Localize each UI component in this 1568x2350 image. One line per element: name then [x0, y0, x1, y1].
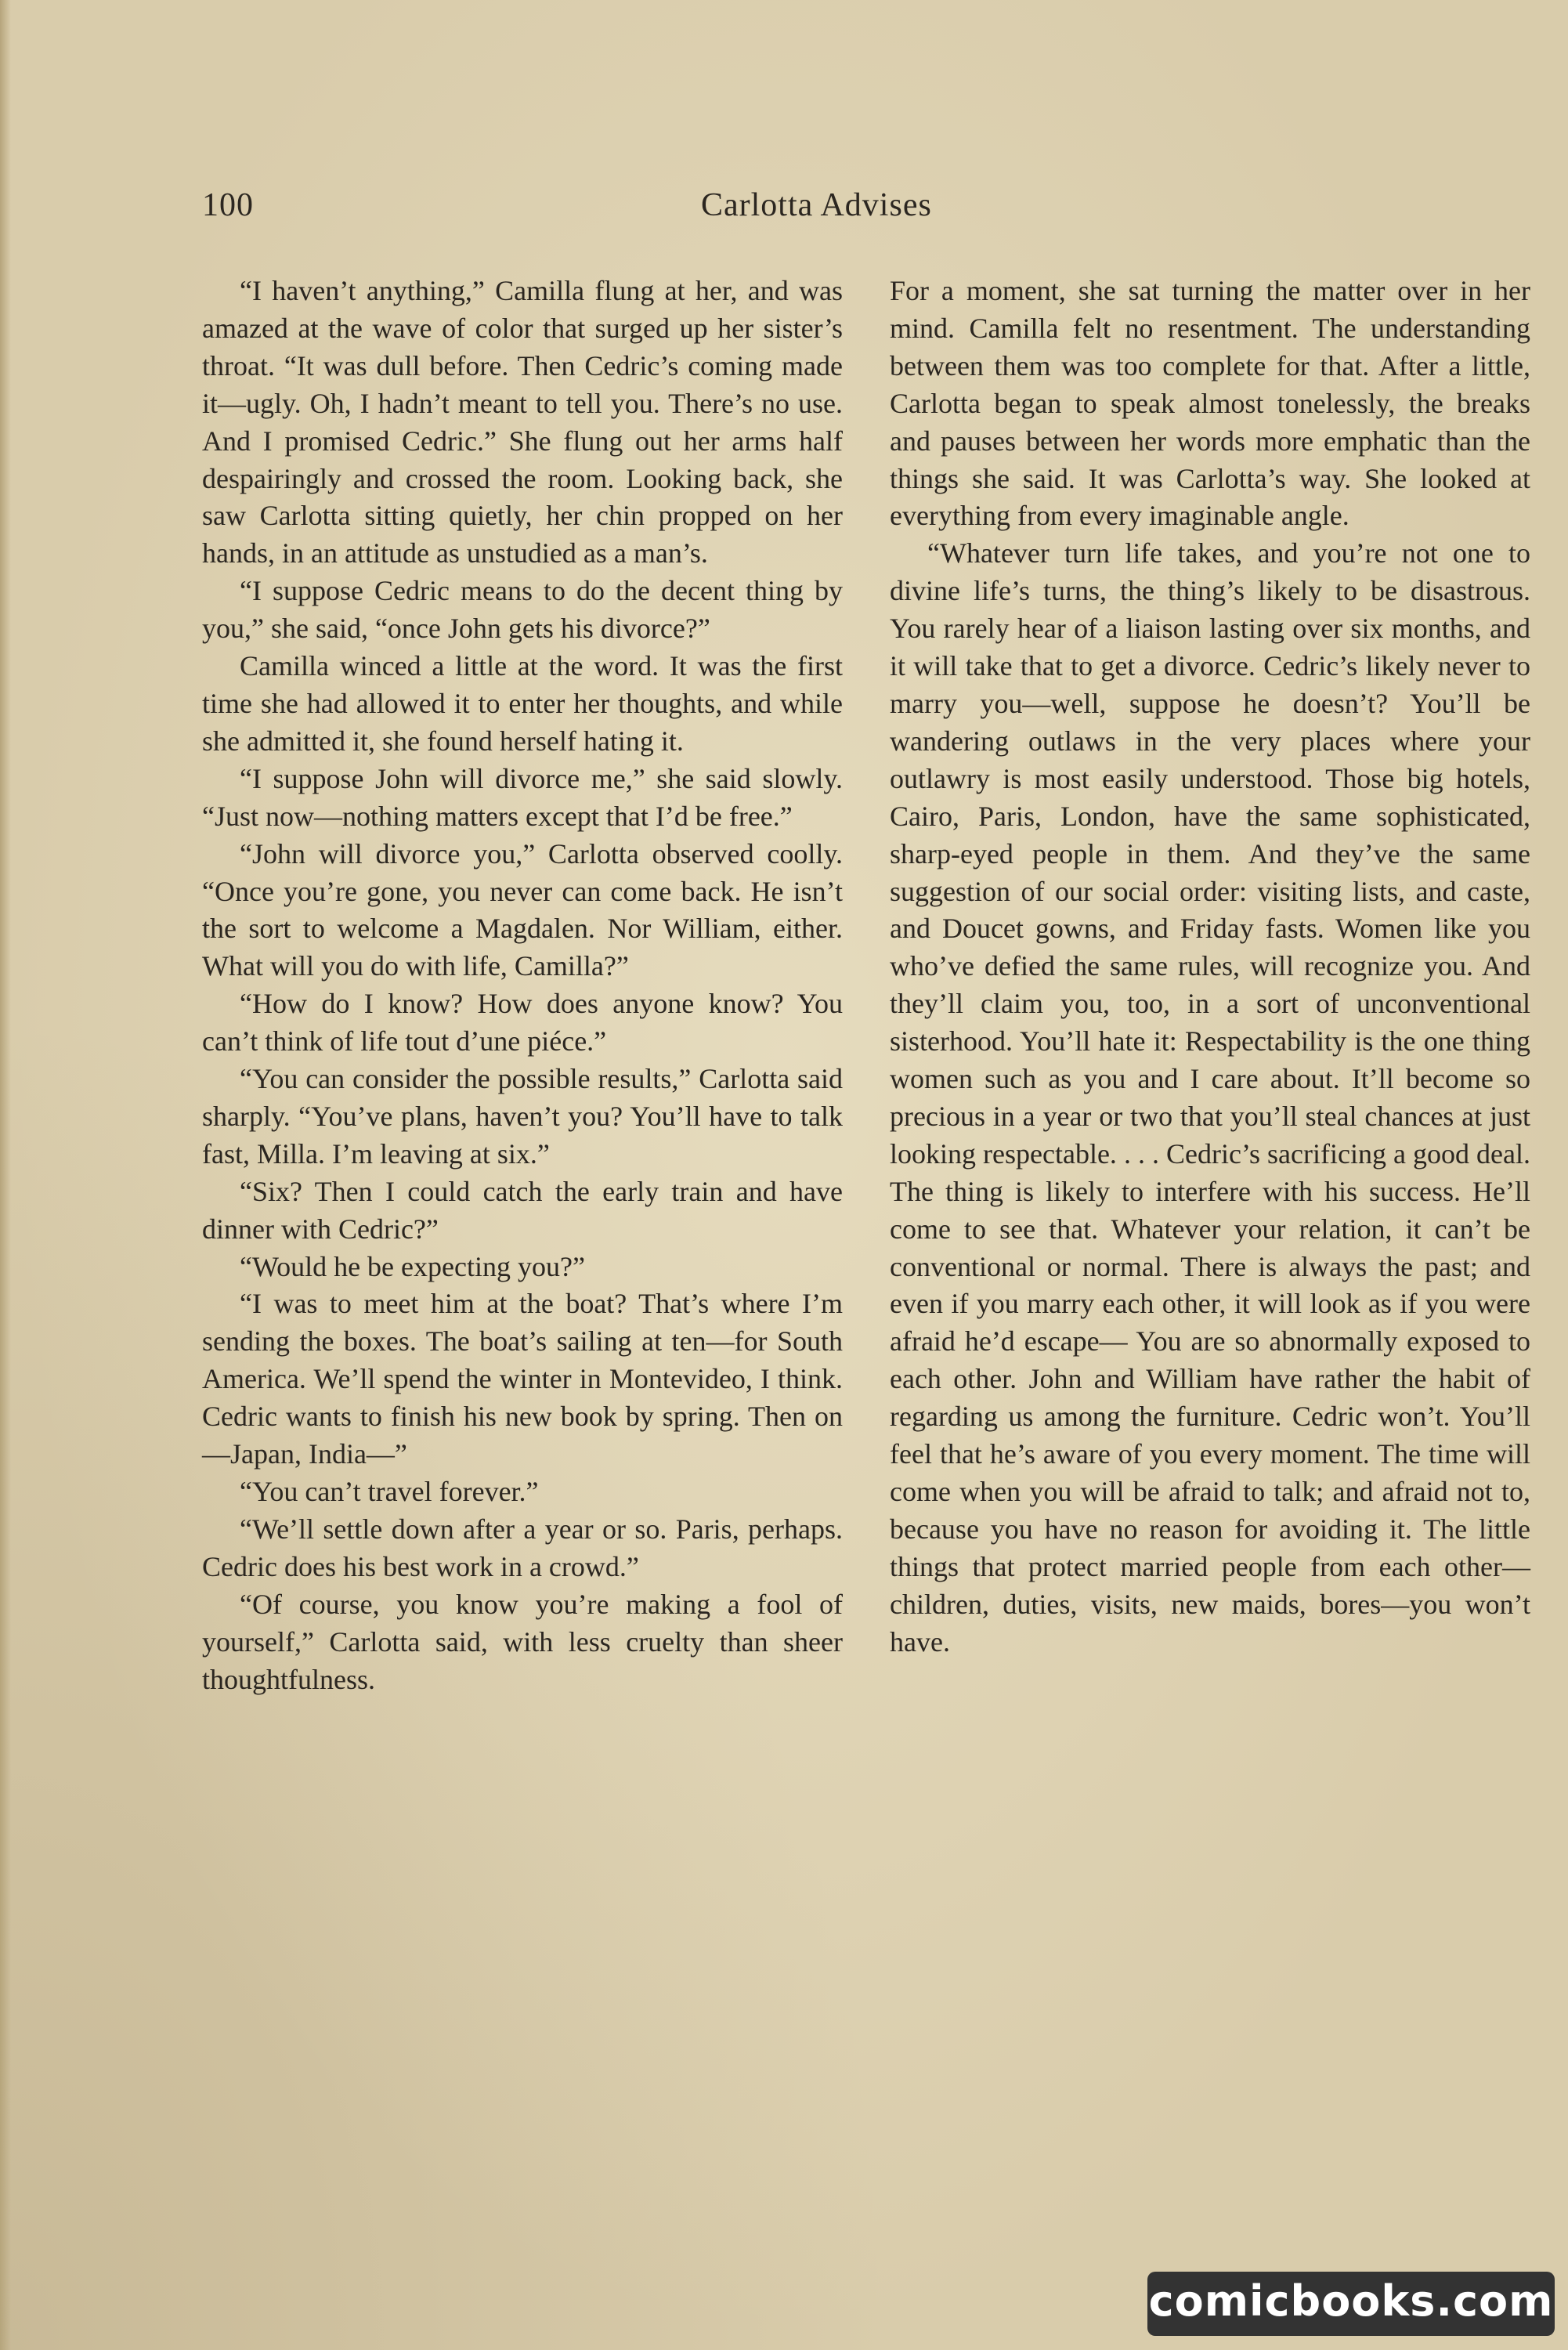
paragraph: “I suppose John will divorce me,” she said slowly. “Just now—nothing matters except that I’d be free.” — [202, 762, 843, 832]
paragraph: Camilla winced a little at the word. It was the first time she had allowed it to enter her thoughts, and while she admitted it, she found herself hating it. — [202, 650, 843, 757]
page-gutter-shadow — [0, 0, 11, 2350]
paragraph: “We’ll settle down after a year or so. Paris, perhaps. Cedric does his best work in a crowd.” — [202, 1513, 843, 1582]
paragraph: “Whatever turn life takes, and you’re not one to divine life’s turns, the thing’s likely to be disastrous. You rarely hear of a liaison lasting over six months, and it will take that to get a divorce. Cedric’s likely never to marry you—well, suppose he doesn’t? You’ll be wandering outlaws in the very places where your outlawry is most easily understood. Those big hotels, Cairo, Paris, London, have the same sophisticated, sharp-eyed people in them. And they’ve the same suggestion of our social order: visiting lists, and caste, and Doucet gowns, and Friday fasts. Women like you who’ve defied the same rules, will recognize you. And they’ll claim you, too, in a sort of unconventional sisterhood. You’ll hate it: Respectability is the one thing women such as you and I care about. It’ll become so precious in a year or two that you’ll steal chances at just looking respectable. . . . Cedric’s sacrificing a good deal. The thing is likely to interfere with his success. He’ll come to see that. Whatever your relation, it can’t be conventional or normal. There is always the past; and even if you marry each other, it will look as if you were afraid he’d escape— You are so abnormally exposed to each other. John and William have rather the habit of regarding us among the furniture. Cedric won’t. You’ll feel that he’s aware of you every moment. The time will come when you will be afraid to talk; and afraid not to, because you have no reason for avoiding it. The little things that protect married people from each other—children, duties, visits, new maids, bores—you won’t have. — [890, 537, 1530, 1658]
paragraph: “Would he be expecting you?” — [240, 1250, 585, 1282]
paragraph: “John will divorce you,” Carlotta observed coolly. “Once you’re gone, you never can come back. He isn’t the sort to welcome a Magdalen. Nor William, either. What will you do with life, Camilla?” — [202, 837, 843, 982]
paragraph: “Of course, you know you’re making a fool of yourself,” Carlotta said, with less cruelty than sheer thoughtfulness. — [202, 1588, 843, 1695]
paragraph: “I haven’t anything,” Camilla flung at her, and was amazed at the wave of color that surged up her sister’s throat. “It was dull before. Then Cedric’s coming made it—ugly. Oh, I hadn’t meant to tell you. There’s no use. And I promised Cedric.” She flung out her arms half despairingly and crossed the room. Looking back, she saw Carlotta sitting quietly, her chin propped on her hands, in an attitude as unstudied as a man’s. — [202, 275, 843, 569]
paragraph: “How do I know? How does anyone know? You can’t think of life tout d’une piéce.” — [202, 988, 843, 1058]
paragraph: “Six? Then I could catch the early train and have dinner with Cedric?” — [202, 1175, 843, 1245]
paragraph: For a moment, she sat turning the matter over in her mind. Camilla felt no resentment. The understanding between them was too complete for that. After a little, Carlotta began to speak almost tonelessly, the breaks and pauses between her words more emphatic than the things she said. It was Carlotta’s way. She looked at everything from every imaginable angle. — [890, 275, 1530, 532]
right-column — [890, 273, 1530, 2153]
watermark-text: comicbooks.com — [1148, 2276, 1554, 2326]
paragraph: “You can consider the possible results,” Carlotta said sharply. “You’ve plans, haven’t you? You’ll have to talk fast, Milla. I’m leaving at six.” — [202, 1063, 843, 1170]
running-title: Carlotta Advises — [701, 187, 932, 223]
watermark-badge — [1147, 2272, 1555, 2336]
left-column — [202, 273, 843, 2153]
paragraph: “You can’t travel forever.” — [240, 1476, 539, 1507]
paragraph: “I suppose Cedric means to do the decent thing by you,” she said, “once John gets his divorce?” — [202, 575, 843, 645]
paragraph: “I was to meet him at the boat? That’s where I’m sending the boxes. The boat’s sailing at ten—for South America. We’ll spend the winter in Montevideo, I think. Cedric wants to finish his new book by spring. Then on—Japan, India—” — [202, 1288, 843, 1470]
page-number: 100 — [202, 187, 254, 223]
